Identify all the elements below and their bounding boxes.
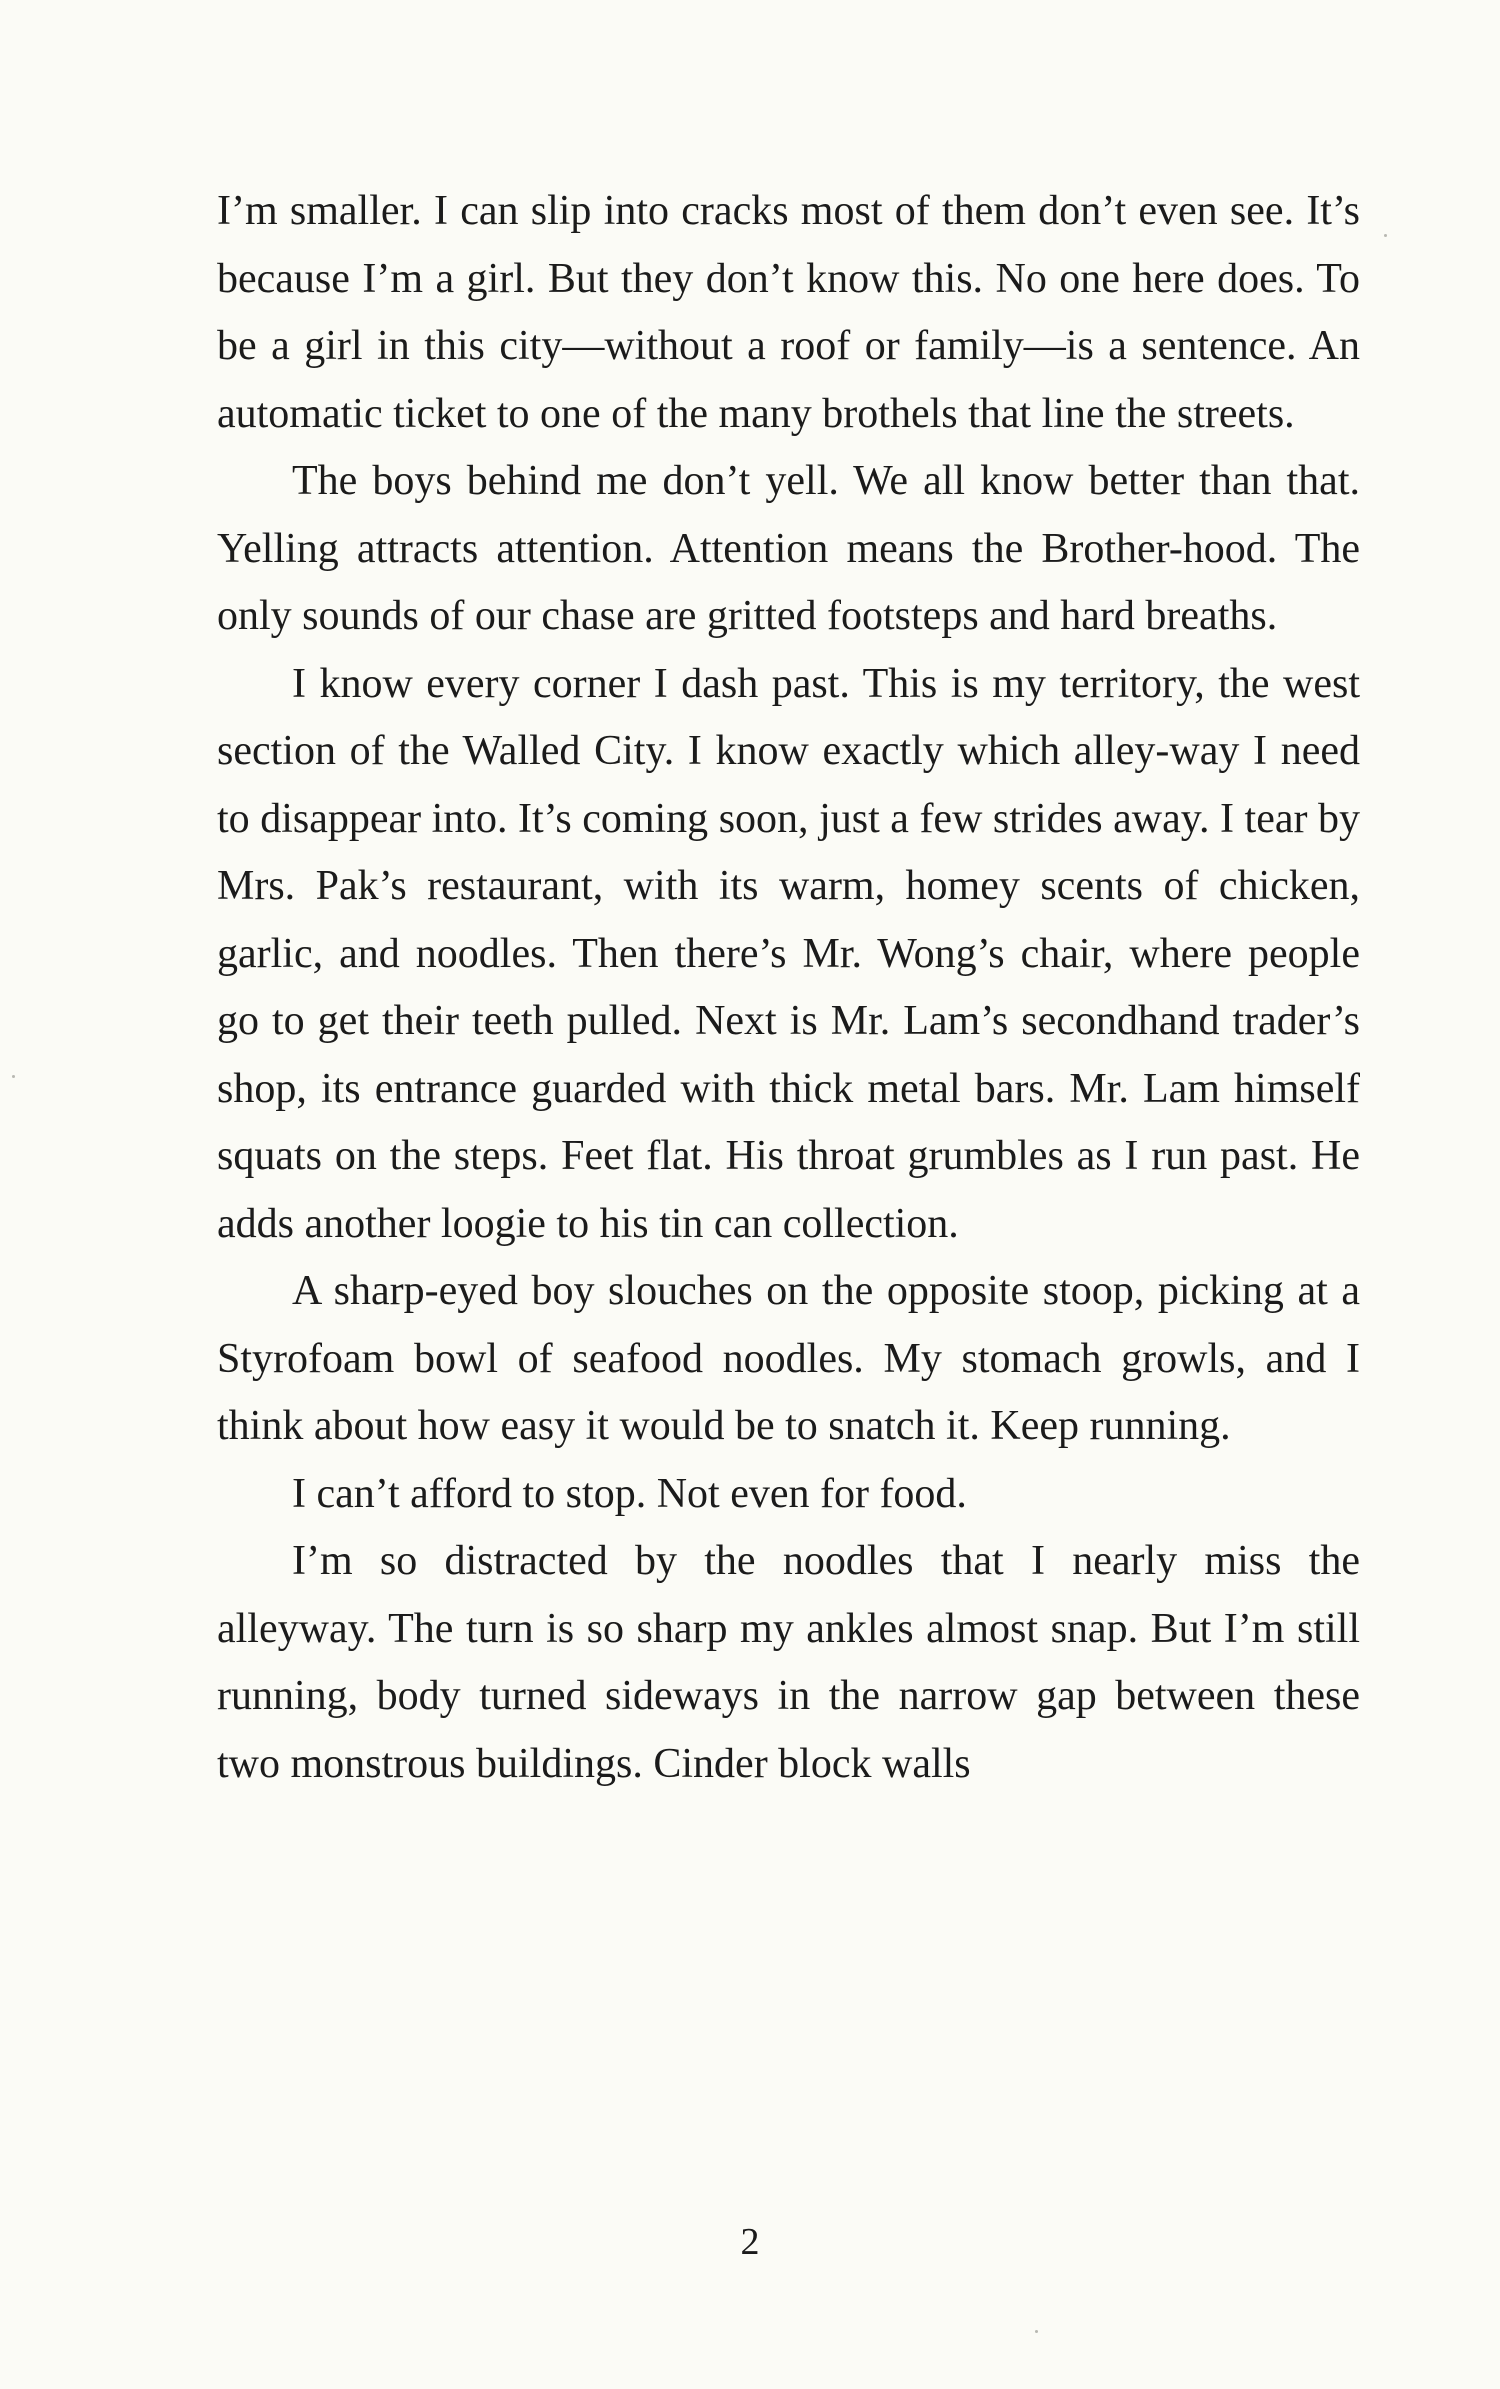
body-text xyxy=(217,178,1360,1798)
paragraph-4: A sharp-eyed boy slouches on the opposite stoop, picking at a Styrofoam bowl of seafood noodles. My stomach growls, and I think about how easy it would be to snatch it. Keep running. xyxy=(217,1268,1360,1449)
paragraph-3: I know every corner I dash past. This is my territory, the west section of the Walled City. I know exactly which alley-way I need to disappear into. It’s coming soon, just a few strides away. I tear by Mrs. Pak’s restaurant, with its warm, homey scents of chicken, garlic, and noodles. Then there’s Mr. Wong’s chair, where people go to get their teeth pulled. Next is Mr. Lam’s secondhand trader’s shop, its entrance guarded with thick metal bars. Mr. Lam himself squats on the steps. Feet flat. His throat grumbles as I run past. He adds another loogie to his tin can collection. xyxy=(217,660,1360,1247)
paragraph-5: I can’t afford to stop. Not even for food. xyxy=(292,1470,967,1517)
paper-speck xyxy=(1384,234,1387,237)
paper-speck xyxy=(12,1075,15,1078)
paragraph-1: I’m smaller. I can slip into cracks most of them don’t even see. It’s because I’m a girl. But they don’t know this. No one here does. To be a girl in this city—without a roof or family—is a sentence. An automatic ticket to one of the many brothels that line the streets. xyxy=(217,188,1360,437)
paper-speck xyxy=(1035,2330,1038,2333)
paragraph-2: The boys behind me don’t yell. We all know better than that. Yelling attracts attention. Attention means the Brother-hood. The only sounds of our chase are gritted footsteps and hard breaths. xyxy=(217,458,1360,639)
paragraph-6: I’m so distracted by the noodles that I nearly miss the alleyway. The turn is so sharp my ankles almost snap. But I’m still running, body turned sideways in the narrow gap between these two monstrous buildings. Cinder block walls xyxy=(217,1538,1360,1787)
page-number: 2 xyxy=(740,2221,760,2263)
